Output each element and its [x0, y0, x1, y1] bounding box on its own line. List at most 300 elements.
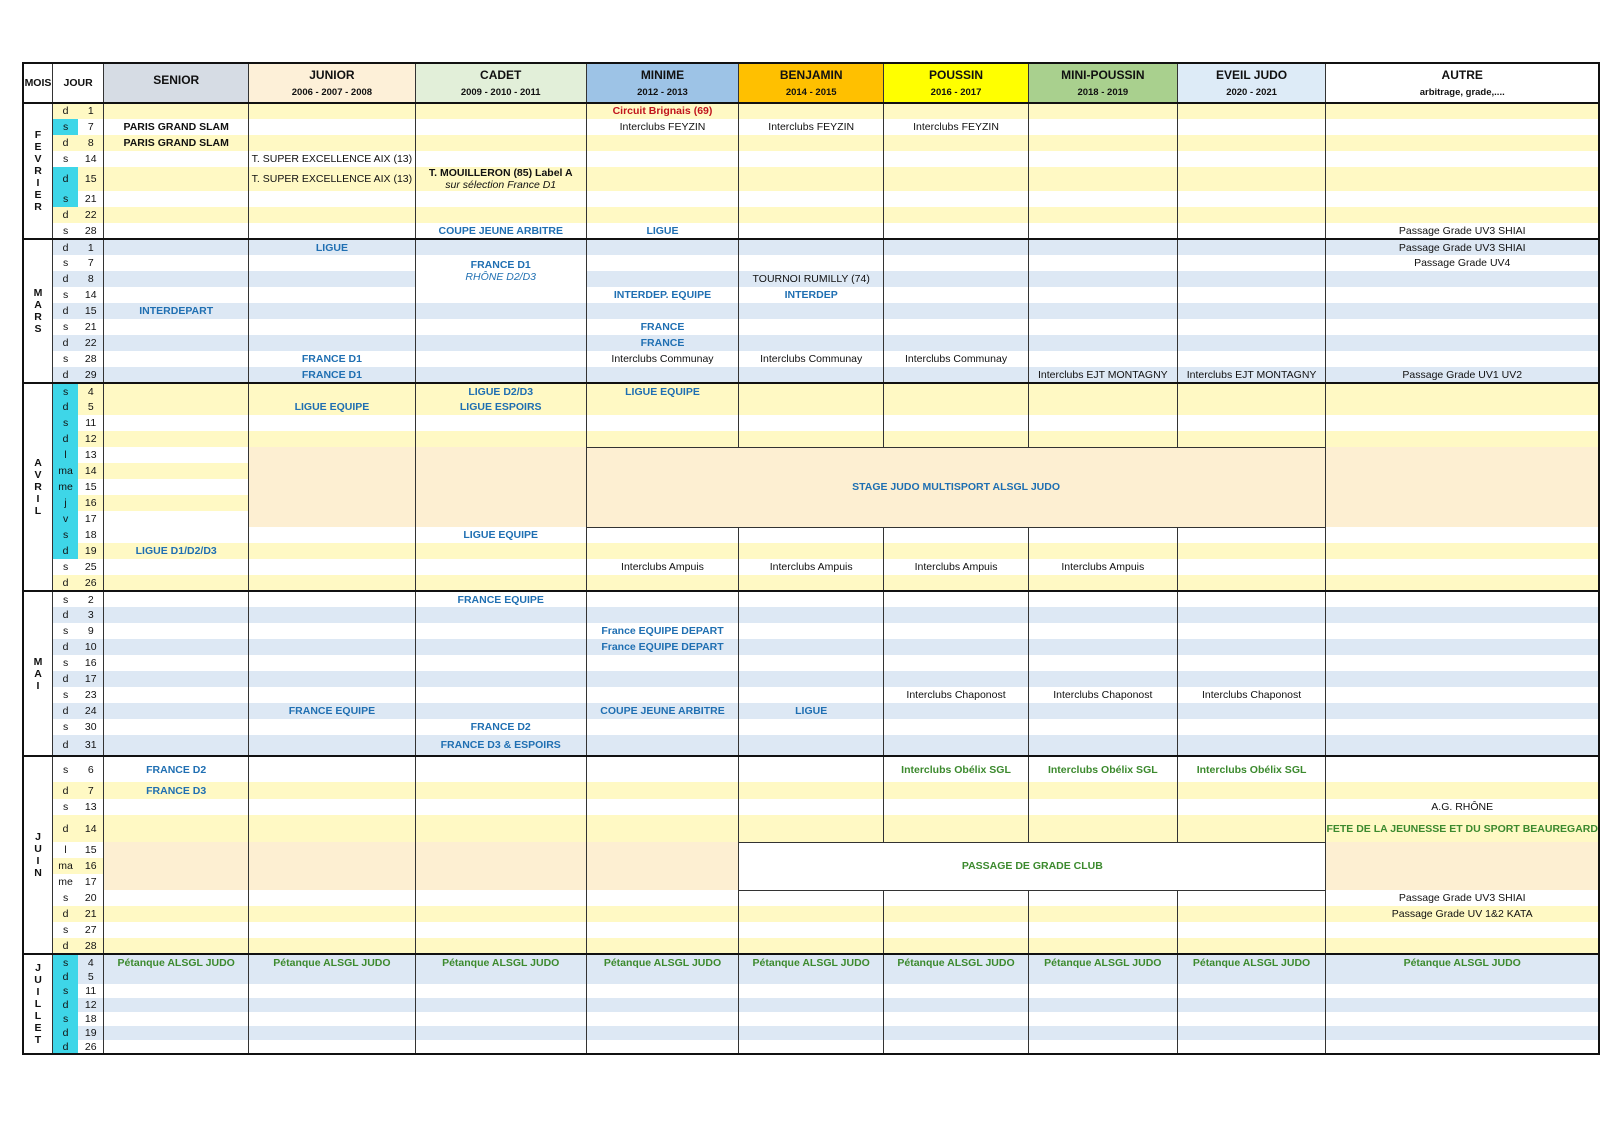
empty-cell — [884, 103, 1029, 119]
empty-cell — [1177, 906, 1326, 922]
empty-cell — [739, 415, 884, 431]
empty-cell — [415, 1026, 586, 1040]
day-row — [23, 703, 1599, 719]
empty-cell — [1326, 703, 1599, 719]
day-letter: s — [52, 559, 78, 575]
empty-cell — [586, 782, 739, 799]
empty-cell — [1326, 495, 1599, 511]
empty-cell — [586, 543, 739, 559]
category-years: 2016 - 2017 — [930, 87, 982, 99]
empty-cell — [1028, 135, 1177, 151]
empty-cell — [1326, 479, 1599, 495]
day-number: 7 — [78, 119, 104, 135]
empty-cell — [1177, 623, 1326, 639]
header-autre — [1326, 63, 1599, 103]
empty-cell — [1326, 151, 1599, 167]
empty-cell — [884, 607, 1029, 623]
month-label-fevrier — [23, 103, 52, 239]
empty-cell — [884, 223, 1029, 239]
empty-cell — [586, 998, 739, 1012]
day-row — [23, 303, 1599, 319]
empty-cell — [249, 1012, 416, 1026]
empty-cell — [104, 623, 249, 639]
day-number: 26 — [78, 1040, 104, 1054]
empty-cell — [1177, 639, 1326, 655]
empty-cell — [1028, 655, 1177, 671]
empty-cell — [884, 782, 1029, 799]
day-number: 2 — [78, 591, 104, 607]
event-cell: FRANCE D2 — [104, 756, 249, 782]
empty-cell — [586, 367, 739, 383]
empty-cell — [586, 799, 739, 815]
day-row — [23, 415, 1599, 431]
empty-cell — [884, 703, 1029, 719]
empty-cell — [249, 431, 416, 447]
empty-cell — [1177, 591, 1326, 607]
day-number: 23 — [78, 687, 104, 703]
calendar-table — [22, 62, 1600, 1055]
empty-cell — [1177, 383, 1326, 399]
month-letter: R — [34, 481, 42, 494]
day-letter: s — [52, 287, 78, 303]
day-number: 19 — [78, 543, 104, 559]
empty-cell — [1326, 938, 1599, 954]
empty-cell — [1326, 207, 1599, 223]
day-letter: s — [52, 119, 78, 135]
day-letter: s — [52, 984, 78, 998]
day-letter: me — [52, 874, 78, 890]
empty-cell — [884, 623, 1029, 639]
category-name: JUNIOR — [309, 67, 355, 82]
empty-cell — [1326, 1026, 1599, 1040]
event-cell: Interclubs EJT MONTAGNY — [1028, 367, 1177, 383]
month-letter: A — [34, 667, 42, 680]
empty-cell — [1326, 1040, 1599, 1054]
day-letter: d — [52, 1026, 78, 1040]
empty-cell — [1028, 719, 1177, 735]
empty-cell — [1177, 735, 1326, 756]
empty-cell — [739, 135, 884, 151]
day-number: 7 — [78, 782, 104, 799]
day-number: 13 — [78, 799, 104, 815]
empty-cell — [104, 815, 249, 842]
empty-cell — [739, 639, 884, 655]
day-letter: d — [52, 639, 78, 655]
event-cell: INTERDEPART — [104, 303, 249, 319]
empty-cell — [1326, 271, 1599, 287]
day-row — [23, 543, 1599, 559]
empty-cell — [739, 998, 884, 1012]
empty-cell — [884, 591, 1029, 607]
empty-cell — [1177, 543, 1326, 559]
empty-cell — [739, 623, 884, 639]
day-letter: d — [52, 938, 78, 954]
header-eveil-judo — [1177, 63, 1326, 103]
empty-cell — [739, 671, 884, 687]
empty-cell — [884, 415, 1029, 431]
empty-cell — [104, 479, 249, 495]
event-cell: PASSAGE DE GRADE CLUB — [739, 842, 1326, 890]
month-letter: V — [34, 152, 42, 165]
empty-cell — [415, 207, 586, 223]
empty-cell — [249, 303, 416, 319]
category-name: SENIOR — [153, 73, 200, 88]
empty-cell — [586, 984, 739, 998]
empty-cell — [1177, 922, 1326, 938]
category-name: MINIME — [640, 67, 685, 82]
empty-cell — [1326, 303, 1599, 319]
month-letter: I — [36, 986, 40, 999]
empty-cell — [249, 383, 416, 399]
day-row — [23, 782, 1599, 799]
empty-cell — [249, 735, 416, 756]
empty-cell — [1177, 655, 1326, 671]
header-benjamin — [739, 63, 884, 103]
empty-cell — [1177, 890, 1326, 906]
empty-cell — [249, 223, 416, 239]
day-letter: s — [52, 415, 78, 431]
empty-cell — [104, 191, 249, 207]
empty-cell — [1028, 431, 1177, 447]
event-cell: Interclubs Ampuis — [1028, 559, 1177, 575]
day-letter: d — [52, 239, 78, 255]
day-number: 7 — [78, 255, 104, 271]
empty-cell — [1028, 271, 1177, 287]
day-row — [23, 287, 1599, 303]
empty-cell — [1177, 719, 1326, 735]
empty-cell — [739, 1026, 884, 1040]
empty-cell — [249, 858, 416, 874]
empty-cell — [1028, 591, 1177, 607]
empty-cell — [586, 607, 739, 623]
empty-cell — [586, 687, 739, 703]
day-letter: d — [52, 782, 78, 799]
day-number: 5 — [78, 399, 104, 415]
day-number: 17 — [78, 874, 104, 890]
event-cell: Interclubs Communay — [884, 351, 1029, 367]
empty-cell — [739, 799, 884, 815]
empty-cell — [415, 938, 586, 954]
month-letter: N — [34, 867, 42, 880]
month-letter: L — [34, 1010, 42, 1023]
month-letter: F — [34, 128, 42, 141]
event-cell: LIGUE D2/D3 — [415, 383, 586, 399]
empty-cell — [249, 575, 416, 591]
empty-cell — [884, 271, 1029, 287]
empty-cell — [249, 479, 416, 495]
empty-cell — [104, 511, 249, 527]
empty-cell — [1326, 119, 1599, 135]
empty-cell — [249, 607, 416, 623]
empty-cell — [1177, 575, 1326, 591]
event-cell: T. SUPER EXCELLENCE AIX (13) — [249, 167, 416, 191]
day-row — [23, 687, 1599, 703]
empty-cell — [1326, 858, 1599, 874]
day-letter: j — [52, 495, 78, 511]
month-letter: I — [36, 177, 40, 190]
header-senior — [104, 63, 249, 103]
empty-cell — [1177, 1026, 1326, 1040]
day-letter: d — [52, 335, 78, 351]
empty-cell — [1326, 782, 1599, 799]
empty-cell — [1326, 970, 1599, 984]
month-letter: L — [34, 998, 42, 1011]
empty-cell — [884, 287, 1029, 303]
event-cell — [415, 167, 586, 191]
empty-cell — [104, 335, 249, 351]
empty-cell — [739, 782, 884, 799]
category-years: 2018 - 2019 — [1077, 87, 1129, 99]
day-row — [23, 1012, 1599, 1026]
event-cell: Passage Grade UV3 SHIAI — [1326, 223, 1599, 239]
day-number: 18 — [78, 1012, 104, 1026]
empty-cell — [739, 223, 884, 239]
day-letter: s — [52, 756, 78, 782]
day-number: 16 — [78, 495, 104, 511]
category-years: 2009 - 2010 - 2011 — [460, 87, 541, 99]
event-cell: Interclubs EJT MONTAGNY — [1177, 367, 1326, 383]
empty-cell — [415, 447, 586, 463]
empty-cell — [586, 735, 739, 756]
empty-cell — [415, 335, 586, 351]
day-letter: d — [52, 135, 78, 151]
event-cell: Interclubs Communay — [586, 351, 739, 367]
empty-cell — [586, 239, 739, 255]
day-number: 16 — [78, 858, 104, 874]
day-row — [23, 367, 1599, 383]
month-label-avril — [23, 383, 52, 591]
empty-cell — [1177, 703, 1326, 719]
month-letter: J — [35, 831, 41, 843]
day-letter: d — [52, 998, 78, 1012]
month-letter: E — [34, 1022, 42, 1035]
empty-cell — [415, 103, 586, 119]
empty-cell — [415, 367, 586, 383]
empty-cell — [739, 255, 884, 271]
category-years: 2014 - 2015 — [785, 87, 837, 99]
event-text: T. MOUILLERON (85) Label A — [428, 167, 573, 179]
empty-cell — [1326, 687, 1599, 703]
day-row — [23, 559, 1599, 575]
event-cell: Interclubs FEYZIN — [884, 119, 1029, 135]
empty-cell — [415, 858, 586, 874]
empty-cell — [1326, 415, 1599, 431]
month-letter: I — [36, 855, 40, 868]
empty-cell — [739, 984, 884, 998]
empty-cell — [739, 543, 884, 559]
empty-cell — [249, 1040, 416, 1054]
empty-cell — [249, 998, 416, 1012]
empty-cell — [739, 103, 884, 119]
empty-cell — [249, 815, 416, 842]
empty-cell — [1028, 119, 1177, 135]
day-number: 12 — [78, 998, 104, 1012]
empty-cell — [884, 399, 1029, 415]
empty-cell — [1028, 351, 1177, 367]
empty-cell — [739, 575, 884, 591]
empty-cell — [104, 207, 249, 223]
day-letter: d — [52, 303, 78, 319]
empty-cell — [1177, 351, 1326, 367]
day-row — [23, 970, 1599, 984]
empty-cell — [415, 970, 586, 984]
day-row — [23, 1040, 1599, 1054]
day-letter: d — [52, 906, 78, 922]
event-cell: Interclubs FEYZIN — [739, 119, 884, 135]
empty-cell — [1326, 319, 1599, 335]
empty-cell — [884, 906, 1029, 922]
empty-cell — [586, 1012, 739, 1026]
day-letter: d — [52, 431, 78, 447]
day-row — [23, 938, 1599, 954]
event-cell: STAGE JUDO MULTISPORT ALSGL JUDO — [586, 447, 1326, 527]
day-number: 14 — [78, 151, 104, 167]
empty-cell — [104, 1012, 249, 1026]
empty-cell — [1028, 735, 1177, 756]
empty-cell — [249, 447, 416, 463]
empty-cell — [739, 815, 884, 842]
day-letter: d — [52, 1040, 78, 1054]
event-cell: Interclubs Chaponost — [1177, 687, 1326, 703]
empty-cell — [1326, 431, 1599, 447]
day-letter: ma — [52, 463, 78, 479]
empty-cell — [1177, 399, 1326, 415]
event-cell: Passage Grade UV3 SHIAI — [1326, 890, 1599, 906]
day-letter: s — [52, 719, 78, 735]
empty-cell — [1028, 938, 1177, 954]
empty-cell — [1177, 938, 1326, 954]
empty-cell — [884, 1012, 1029, 1026]
empty-cell — [586, 1026, 739, 1040]
empty-cell — [884, 655, 1029, 671]
day-number: 24 — [78, 703, 104, 719]
empty-cell — [1326, 559, 1599, 575]
empty-cell — [586, 431, 739, 447]
event-cell: PARIS GRAND SLAM — [104, 135, 249, 151]
day-number: 12 — [78, 431, 104, 447]
empty-cell — [249, 639, 416, 655]
empty-cell — [249, 906, 416, 922]
empty-cell — [586, 167, 739, 191]
empty-cell — [586, 842, 739, 858]
empty-cell — [249, 495, 416, 511]
month-letter: R — [34, 201, 42, 214]
empty-cell — [884, 984, 1029, 998]
empty-cell — [739, 527, 884, 543]
empty-cell — [739, 906, 884, 922]
day-row — [23, 890, 1599, 906]
day-letter: s — [52, 954, 78, 970]
empty-cell — [739, 319, 884, 335]
day-row — [23, 842, 1599, 858]
empty-cell — [1177, 970, 1326, 984]
empty-cell — [249, 782, 416, 799]
empty-cell — [1177, 319, 1326, 335]
empty-cell — [1326, 167, 1599, 191]
empty-cell — [586, 1040, 739, 1054]
month-letter: J — [35, 961, 41, 974]
empty-cell — [249, 207, 416, 223]
day-number: 21 — [78, 191, 104, 207]
empty-cell — [415, 906, 586, 922]
empty-cell — [1326, 191, 1599, 207]
empty-cell — [884, 1026, 1029, 1040]
empty-cell — [1177, 207, 1326, 223]
empty-cell — [415, 511, 586, 527]
empty-cell — [884, 639, 1029, 655]
empty-cell — [586, 890, 739, 906]
empty-cell — [1326, 543, 1599, 559]
day-row — [23, 623, 1599, 639]
empty-cell — [1177, 239, 1326, 255]
day-number: 4 — [78, 954, 104, 970]
empty-cell — [1028, 671, 1177, 687]
month-label-juillet — [23, 954, 52, 1054]
day-number: 16 — [78, 655, 104, 671]
event-cell: Circuit Brignais (69) — [586, 103, 739, 119]
day-row — [23, 271, 1599, 287]
empty-cell — [739, 367, 884, 383]
empty-cell — [415, 463, 586, 479]
event-cell: FRANCE D3 — [104, 782, 249, 799]
empty-cell — [104, 151, 249, 167]
day-letter: d — [52, 207, 78, 223]
empty-cell — [586, 415, 739, 431]
empty-cell — [415, 135, 586, 151]
empty-cell — [1028, 782, 1177, 799]
empty-cell — [1177, 1040, 1326, 1054]
day-row — [23, 319, 1599, 335]
empty-cell — [249, 527, 416, 543]
empty-cell — [739, 655, 884, 671]
empty-cell — [1177, 671, 1326, 687]
empty-cell — [1326, 984, 1599, 998]
category-name: POUSSIN — [929, 67, 984, 82]
empty-cell — [104, 495, 249, 511]
empty-cell — [739, 151, 884, 167]
empty-cell — [415, 151, 586, 167]
empty-cell — [415, 431, 586, 447]
empty-cell — [884, 890, 1029, 906]
day-row — [23, 922, 1599, 938]
month-label-mai — [23, 591, 52, 756]
empty-cell — [1326, 842, 1599, 858]
day-letter: s — [52, 687, 78, 703]
empty-cell — [1177, 103, 1326, 119]
day-row — [23, 447, 1599, 463]
month-letter: M — [33, 655, 43, 668]
empty-cell — [884, 938, 1029, 954]
empty-cell — [104, 639, 249, 655]
empty-cell — [1326, 998, 1599, 1012]
empty-cell — [884, 1040, 1029, 1054]
empty-cell — [415, 191, 586, 207]
month-letter: V — [34, 469, 42, 482]
empty-cell — [586, 874, 739, 890]
day-row — [23, 906, 1599, 922]
empty-cell — [104, 399, 249, 415]
day-letter: d — [52, 607, 78, 623]
event-cell: Interclubs Ampuis — [884, 559, 1029, 575]
day-number: 19 — [78, 1026, 104, 1040]
month-label-juin — [23, 756, 52, 954]
empty-cell — [249, 463, 416, 479]
day-letter: l — [52, 842, 78, 858]
day-row — [23, 719, 1599, 735]
day-letter: d — [52, 735, 78, 756]
category-years: 2006 - 2007 - 2008 — [291, 87, 373, 99]
event-cell: France EQUIPE DEPART — [586, 623, 739, 639]
